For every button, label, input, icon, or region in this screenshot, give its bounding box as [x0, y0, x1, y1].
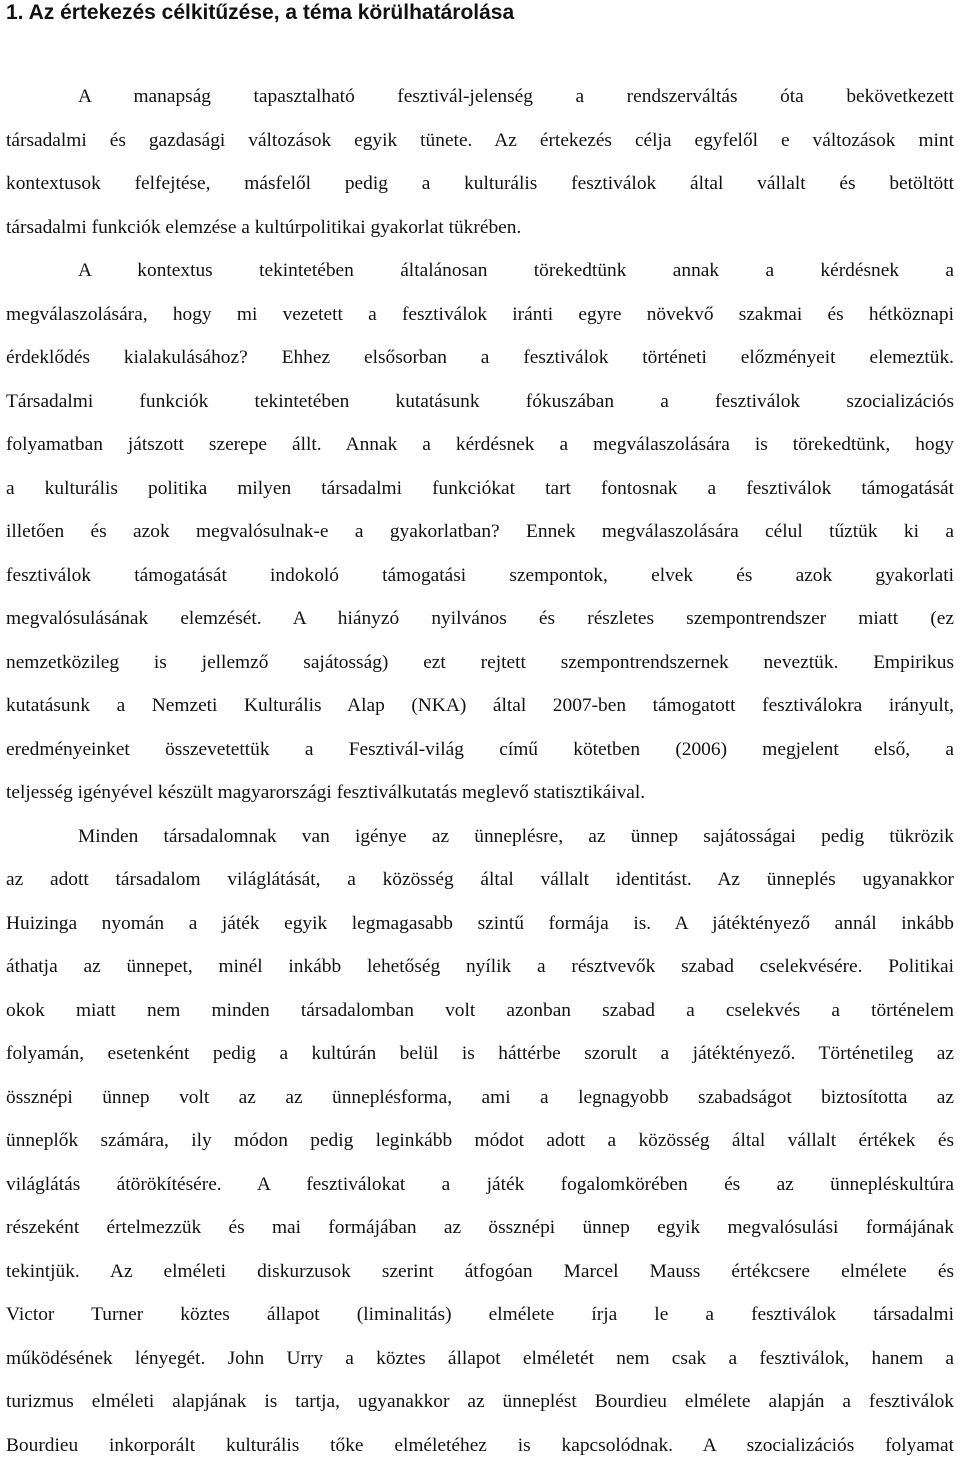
text-line: kutatásunk a Nemzeti Kulturális Alap (NKA) által 2007-ben támogatott fesztiválokra irányult,	[6, 695, 954, 716]
text-line: kontextusok felfejtése, másfelől pedig a kulturális fesztiválok által vállalt és betöltött	[6, 173, 954, 194]
text-line: okok miatt nem minden társadalomban volt azonban szabad a cselekvés a történelem	[6, 999, 954, 1021]
text-line: nemzetközileg is jellemző sajátosság) ezt rejtett szempontrendszernek neveztük. Empirikus	[6, 651, 954, 673]
text-line: megvalósulásának elemzését. A hiányzó nyilvános és részletes szempontrendszer miatt (ez	[6, 608, 954, 629]
text-line: illetően és azok megvalósulnak-e a gyakorlatban? Ennek megválaszolására célul tűztük ki a	[6, 521, 954, 542]
text-line: össznépi ünnep volt az az ünneplésforma, ami a legnagyobb szabadságot biztosította az	[6, 1086, 954, 1108]
text-line: megválaszolására, hogy mi vezetett a fesztiválok iránti egyre növekvő szakmai és hétköznapi	[6, 303, 954, 325]
text-line: tekintjük. Az elméleti diskurzusok szerint átfogóan Marcel Mauss értékcsere elmélete és	[6, 1260, 954, 1282]
text-line: fesztiválok támogatását indokoló támogatási szempontok, elvek és azok gyakorlati	[6, 564, 954, 586]
text-line: folyamatban játszott szerepe állt. Annak a kérdésnek a megválaszolására is törekedtünk, hogy	[6, 434, 954, 455]
text-line: áthatja az ünnepet, minél inkább lehetőség nyílik a résztvevők szabad cselekvésére. Politikai	[6, 956, 954, 977]
text-line: az adott társadalom világlátását, a közösség által vállalt identitást. Az ünneplés ugyanakkor	[6, 869, 954, 890]
section-heading: 1. Az értekezés célkitűzése, a téma körülhatárolása	[6, 1, 515, 24]
text-line: Minden társadalomnak van igénye az ünneplésre, az ünnep sajátosságai pedig tükrözik	[78, 825, 954, 847]
text-line: érdeklődés kialakulásához? Ehhez elsősorban a fesztiválok történeti előzményeit elemeztük.	[6, 347, 954, 368]
text-line: Victor Turner köztes állapot (liminalitás) elmélete írja le a fesztiválok társadalmi	[6, 1304, 954, 1325]
text-line: Társadalmi funkciók tekintetében kutatásunk fókuszában a fesztiválok szocializációs	[6, 390, 954, 412]
text-line: teljesség igényével készült magyarországi fesztiválkutatás meglevő statisztikáival.	[6, 782, 646, 803]
body-text	[6, 75, 954, 1460]
text-line: működésének lényegét. John Urry a köztes állapot elméletét nem csak a fesztiválok, hanem a	[6, 1347, 954, 1369]
text-line: folyamán, esetenként pedig a kultúrán belül is háttérbe szorult a játéktényező. Történetileg az	[6, 1043, 954, 1064]
text-line: társadalmi és gazdasági változások egyik tünete. Az értekezés célja egyfelől e változások mint	[6, 129, 954, 151]
text-line: a kulturális politika milyen társadalmi funkciókat tart fontosnak a fesztiválok támogatását	[6, 477, 954, 499]
paragraph-2	[6, 815, 954, 1460]
text-line: turizmus elméleti alapjának is tartja, ugyanakkor az ünneplést Bourdieu elmélete alapján a fesztiválok	[6, 1391, 954, 1412]
paragraph-1	[6, 75, 954, 815]
text-line: Huizinga nyomán a játék egyik legmagasabb szintű formája is. A játéktényező annál inkább	[6, 912, 954, 934]
text-line: részeként értelmezzük és mai formájában az össznépi ünnep egyik megvalósulási formájának	[6, 1217, 954, 1238]
text-line: A manapság tapasztalható fesztivál-jelenség a rendszerváltás óta bekövetkezett	[78, 86, 954, 107]
text-line: Bourdieu inkorporált kulturális tőke elméletéhez is kapcsolódnak. A szocializációs folyamat	[6, 1434, 954, 1456]
text-line: világlátás átörökítésére. A fesztiválokat a játék fogalomkörében és az ünnepléskultúra	[6, 1173, 954, 1195]
text-line: ünneplők számára, ily módon pedig leginkább módot adott a közösség által vállalt értékek és	[6, 1130, 954, 1151]
text-line: társadalmi funkciók elemzése a kultúrpolitikai gyakorlat tükrében.	[6, 216, 522, 238]
text-line: eredményeinket összevetettük a Fesztivál-világ című kötetben (2006) megjelent első, a	[6, 738, 954, 760]
text-line: A kontextus tekintetében általánosan törekedtünk annak a kérdésnek a	[78, 260, 954, 281]
